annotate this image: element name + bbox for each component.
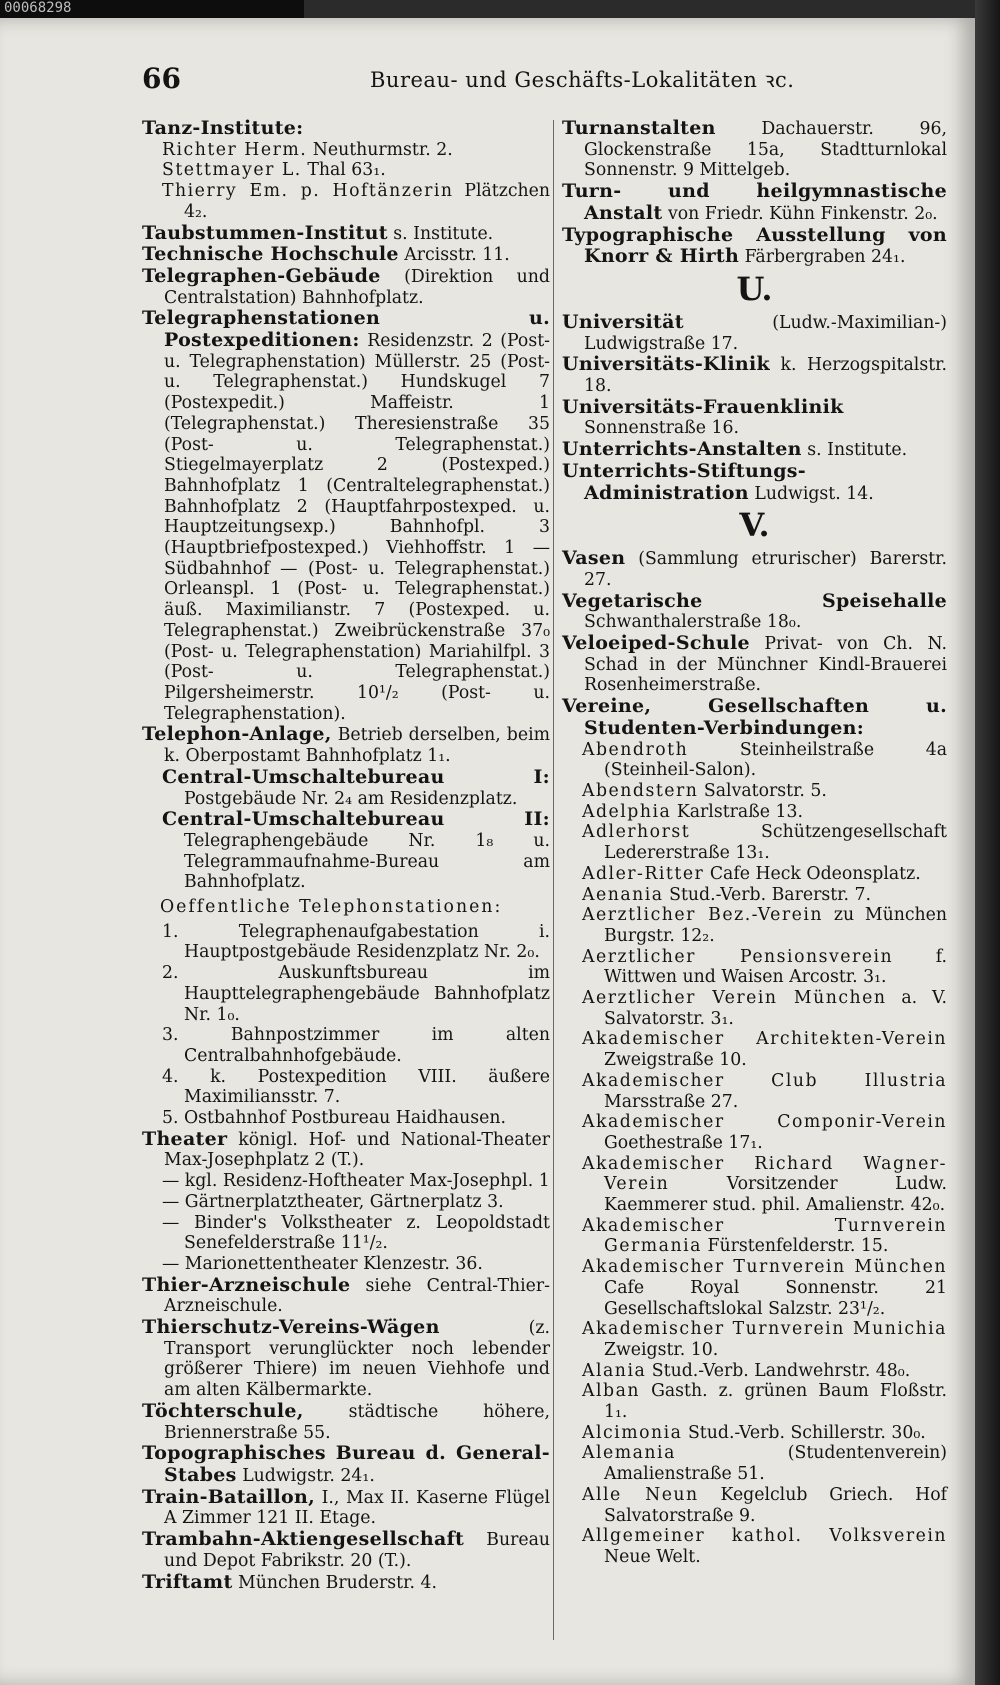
entry-text: Telegraphengebäude Nr. 1₈ u. Telegrammaufnahme-Bureau am Bahnhofplatz. (184, 830, 550, 893)
entry-text: 4. k. Postexpedition VIII. äußere Maximiliansstr. 7. (162, 1066, 550, 1108)
entry-name: Akademischer Richard Wagner-Verein (582, 1153, 947, 1195)
entry-heading: Unterrichts-Stiftungs-Administration (562, 459, 806, 504)
directory-entry (582, 1216, 947, 1257)
directory-entry (162, 922, 550, 963)
entry-text: Vorsitzender Ludw. Kaemmerer stud. phil. Amalienstr. 42₀. (604, 1174, 948, 1216)
directory-entry (562, 548, 947, 590)
entry-text: Färbergraben 24₁. (744, 247, 906, 268)
directory-entry (162, 181, 550, 222)
entry-text: Arcisstr. 11. (404, 245, 510, 266)
entry-text: Zweigstraße 10. (604, 1050, 747, 1071)
section-letter: V. (739, 506, 770, 545)
directory-entry (162, 1171, 550, 1192)
directory-entry (142, 308, 550, 724)
entry-name: Allgemeiner kathol. Volksverein (582, 1526, 947, 1547)
entry-text: siehe Central-Thier-Arzneischule. (164, 1275, 550, 1317)
directory-entry (142, 1317, 550, 1401)
left-column (142, 118, 550, 1593)
entry-text: Goethestraße 17₁. (604, 1132, 763, 1153)
entry-name: Alban (582, 1381, 641, 1402)
directory-entry (142, 724, 550, 766)
directory-entry (582, 885, 947, 906)
directory-entry (562, 461, 947, 504)
entry-text: Marsstraße 27. (604, 1091, 739, 1112)
directory-entry (142, 1401, 550, 1443)
entry-text: Thal 63₁. (307, 160, 386, 181)
directory-entry (142, 1529, 550, 1571)
entry-text: k. Herzogspitalstr. 18. (584, 355, 947, 397)
entry-heading: Telegraphenstationen u. Postexpeditionen: (142, 307, 550, 352)
directory-entry (162, 1254, 550, 1275)
entry-text: Ludwigst. 14. (754, 483, 874, 504)
entry-heading: Typographische Ausstellung von Knorr & Hirth (562, 223, 947, 268)
directory-entry (582, 864, 947, 885)
directory-entry (562, 633, 947, 696)
entry-heading: Vasen (562, 547, 626, 570)
entry-text: Cafe Royal Sonnenstr. 21 Gesellschaftslokal Salzstr. 23¹/₂. (604, 1277, 947, 1319)
entry-text: a. V. Salvatorstr. 3₁. (604, 988, 947, 1029)
entry-name: Richter Herm. (162, 139, 308, 160)
directory-entry (142, 266, 550, 308)
entry-name: Alcimonia (582, 1422, 683, 1443)
entry-text: Karlstraße 13. (676, 801, 803, 822)
entry-heading: Thierschutz-Vereins-Wägen (142, 1316, 440, 1339)
entry-heading: Turnanstalten (562, 117, 716, 139)
entry-heading: Technische Hochschule (142, 243, 399, 266)
entry-text: — kgl. Residenz-Hoftheater Max-Josephpl. 1 (162, 1171, 550, 1192)
entry-name: Adelphia (582, 801, 672, 822)
entry-text: (Sammlung etrurischer) Barerstr. 27. (584, 549, 947, 590)
entry-heading: Theater (142, 1127, 228, 1150)
entry-name: Abendroth (582, 739, 689, 760)
entry-text: zu München Burgstr. 12₂. (604, 905, 947, 946)
directory-entry (582, 1154, 947, 1216)
directory-entry (162, 809, 550, 893)
entry-name: Adler-Ritter (582, 863, 705, 884)
entry-text: 3. Bahnpostzimmer im alten Centralbahnhofgebäude. (162, 1025, 550, 1066)
entry-name: Akademischer Club Illustria (582, 1070, 947, 1091)
entry-text: Plätzchen 4₂. (184, 181, 550, 222)
entry-text: Zweigstr. 10. (604, 1339, 719, 1360)
entry-text: Neue Welt. (604, 1547, 701, 1567)
entry-heading: Triftamt (142, 1570, 233, 1593)
entry-heading: Telegraphen-Gebäude (142, 264, 381, 287)
subsection-heading: Oeffentliche Telephonstationen: (160, 897, 503, 918)
entry-heading: Veloeiped-Schule (562, 632, 750, 655)
scan-id-stamp: 00068298 (0, 0, 304, 20)
entry-name: Aenania (582, 884, 664, 905)
directory-entry (142, 223, 550, 245)
entry-name: Akademischer Turnverein Germania (582, 1215, 947, 1257)
entry-name: Akademischer Componir-Verein (582, 1112, 947, 1133)
entry-heading: Central-Umschaltebureau I: (162, 765, 550, 788)
entry-text: f. Wittwen und Waisen Arcostr. 3₁. (604, 946, 947, 988)
entry-name: Adlerhorst (582, 822, 691, 843)
directory-entry (562, 118, 947, 181)
entry-text: Kegelclub Griech. Hof Salvatorstraße 9. (604, 1484, 947, 1526)
page-edge (975, 0, 1000, 1685)
directory-entry (562, 439, 947, 461)
entry-heading: Central-Umschaltebureau II: (162, 808, 550, 831)
directory-entry (162, 140, 550, 161)
entry-name: Aerztlicher Pensionsverein (582, 946, 894, 967)
column-divider (553, 120, 554, 1640)
directory-entry (582, 1257, 947, 1319)
entry-heading: Universitäts-Frauenklinik (562, 395, 844, 418)
entry-text: (Direktion und Centralstation) Bahnhofplatz. (164, 266, 550, 308)
right-column (562, 118, 947, 1568)
entry-text: Stud.-Verb. Landwehrstr. 48₀. (651, 1360, 911, 1381)
entry-text: städtische höhere, Briennerstraße 55. (164, 1401, 551, 1443)
entry-heading: Universität (562, 310, 684, 333)
directory-entry (562, 591, 947, 633)
entry-text: Stud.-Verb. Barerstr. 7. (669, 884, 871, 905)
directory-entry (162, 1192, 550, 1213)
entry-name: Aerztlicher Verein München (582, 988, 887, 1009)
directory-entry (142, 1572, 550, 1594)
entry-text: München Bruderstr. 4. (238, 1572, 437, 1593)
directory-entry (582, 781, 947, 802)
entry-text: Residenzstr. 2 (Post- u. Telegraphenstation) Müllerstr. 25 (Post- u. Telegraphenstat.) Hundskugel 7 (Postexpedit.) Maffeistr. 1 (Telegraphenstat.) Theresienstraße 35 (Post- u. Telegraphenstat.) Stiegelmayerplatz 2 (Postexped.) Bahnhofplatz 1 (Centraltelegraphenstat.) Bahnhofplatz 2 (Hauptfahrpostexped. u. Hauptzeitungsexp.) Bahnhofpl. 3 (Hauptbriefpostexped.) Viehhoffstr. 1 — Südbahnhof — (Post- u. Telegraphenstat.) Orleanspl. 1 (Post- u. Telegraphenstat.) äuß. Maximilianstr. 7 (Postexped. u. Telegraphenstat.) Zweibrückenstraße 37₀ (Post- u. Telegraphenstation) Mariahilfpl. 3 (Post- u. Telegraphenstat.) Pilgersheimerstr. 10¹/₂ (Post- u. Telegraphenstation). (164, 331, 550, 724)
entry-heading: Töchterschule, (142, 1399, 304, 1422)
section-letter: U. (736, 269, 773, 308)
directory-entry (582, 1423, 947, 1444)
directory-entry (142, 1275, 550, 1317)
directory-entry (582, 1071, 947, 1112)
entry-heading: Vereine, Gesellschaften u. Studenten-Verbindungen: (562, 695, 947, 739)
entry-heading: Turn- und heilgymnastische Anstalt (562, 180, 947, 224)
directory-entry (562, 354, 947, 396)
entry-text: Gasth. z. grünen Baum Floßstr. 1₁. (604, 1381, 947, 1423)
directory-entry (582, 1112, 947, 1153)
entry-heading: Train-Bataillon, (142, 1485, 316, 1508)
entry-heading: Telephon-Anlage, (142, 723, 332, 746)
entry-text: — Marionettentheater Klenzestr. 36. (162, 1253, 483, 1274)
directory-entry (142, 1443, 550, 1486)
entry-heading: Unterrichts-Anstalten (562, 438, 802, 461)
directory-entry (562, 312, 947, 354)
directory-entry (582, 1526, 947, 1567)
entry-name: Thierry Em. p. Hoftänzerin (162, 181, 454, 202)
directory-entry (582, 802, 947, 823)
directory-entry (162, 1025, 550, 1066)
entry-name: Abendstern (582, 780, 699, 801)
entry-text: Steinheilstraße 4a (Steinheil-Salon). (604, 739, 947, 781)
directory-entry (162, 767, 550, 809)
entry-text: Cafe Heck Odeonsplatz. (709, 863, 921, 884)
page-header (142, 62, 952, 102)
page-number: 66 (142, 62, 181, 95)
entry-text: Ludwigstr. 24₁. (242, 1466, 375, 1486)
entry-text: Privat- von Ch. N. Schad in der Münchner Kindl-Brauerei Rosenheimerstraße. (584, 634, 947, 696)
entry-name: Alania (582, 1360, 647, 1381)
entry-text: Dachauerstr. 96, Glockenstraße 15a, Stadtturnlokal Sonnenstr. 9 Mittelgeb. (584, 119, 947, 181)
directory-entry (162, 1067, 550, 1108)
entry-heading: Tanz-Institute: (142, 117, 304, 139)
entry-heading: Vegetarische Speisehalle (562, 589, 947, 612)
entry-text: Schwanthalerstraße 18₀. (584, 612, 802, 633)
directory-entry (562, 181, 947, 224)
directory-entry (562, 696, 947, 739)
entry-text: — Binder's Volkstheater z. Leopoldstadt Senefelderstraße 11¹/₂. (162, 1212, 550, 1254)
entry-heading: Topographisches Bureau d. General-Stabes (142, 1442, 550, 1486)
directory-entry (582, 1319, 947, 1360)
entry-heading: Taubstummen-Institut (142, 221, 388, 244)
entry-text: (Studentenverein) Amalienstraße 51. (604, 1443, 947, 1485)
directory-entry (162, 1108, 550, 1129)
book-page (0, 18, 975, 1685)
entry-text: Sonnenstraße 16. (584, 418, 739, 439)
entry-heading: Thier-Arzneischule (142, 1273, 351, 1296)
entry-text: Betrieb derselben, beim k. Oberpostamt Bahnhofplatz 1₁. (164, 725, 550, 767)
entry-name: Aerztlicher Bez.-Verein (582, 905, 824, 926)
entry-text: königl. Hof- und National-Theater Max-Josephplatz 2 (T.). (164, 1129, 550, 1171)
entry-text: I., Max II. Kaserne Flügel A Zimmer 121 II. Etage. (164, 1487, 550, 1529)
directory-entry (142, 1129, 550, 1171)
directory-entry (582, 822, 947, 863)
entry-text: (z. Transport verunglückter noch lebender größerer Thiere) im neuen Viehhofe und am alten Kälbermarkte. (164, 1318, 550, 1401)
entry-text: (Ludw.-Maximilian-) Ludwigstraße 17. (584, 312, 947, 354)
entry-text: 5. Ostbahnhof Postbureau Haidhausen. (162, 1108, 507, 1129)
entry-text: s. Institute. (807, 440, 908, 461)
directory-entry (142, 118, 550, 140)
directory-entry (582, 1029, 947, 1070)
directory-entry (582, 1381, 947, 1422)
entry-text: von Friedr. Kühn Finkenstr. 2₀. (667, 203, 938, 224)
entry-text: Stud.-Verb. Schillerstr. 30₀. (687, 1422, 926, 1443)
entry-text: Salvatorstr. 5. (703, 780, 827, 801)
directory-entry (582, 947, 947, 988)
entry-name: Akademischer Architekten-Verein (582, 1029, 947, 1050)
directory-entry (562, 225, 947, 268)
entry-text: Bureau und Depot Fabrikstr. 20 (T.). (164, 1530, 550, 1571)
entry-text: Neuthurmstr. 2. (312, 139, 453, 160)
entry-text: Fürstenfelderstr. 15. (707, 1236, 889, 1257)
running-head: Bureau- und Geschäfts-Lokalitäten ꝛc. (370, 68, 795, 92)
directory-entry (582, 1361, 947, 1382)
directory-entry (162, 1213, 550, 1254)
directory-entry (162, 963, 550, 1025)
entry-name: Stettmayer L. (162, 160, 302, 181)
directory-entry (582, 988, 947, 1029)
entry-text: Postgebäude Nr. 2₄ am Residenzplatz. (184, 788, 518, 809)
directory-entry (562, 397, 947, 439)
directory-entry (582, 1443, 947, 1484)
directory-entry (142, 1487, 550, 1529)
entry-heading: Universitäts-Klinik (562, 353, 770, 376)
directory-entry (582, 905, 947, 946)
entry-text: 2. Auskunftsbureau im Haupttelegraphengebäude Bahnhofplatz Nr. 1₀. (162, 963, 550, 1025)
directory-entry (162, 160, 550, 181)
directory-entry (582, 740, 947, 781)
entry-name: Alemania (582, 1443, 676, 1464)
entry-name: Akademischer Turnverein München (582, 1257, 947, 1278)
entry-name: Alle Neun (582, 1484, 699, 1505)
entry-text: s. Institute. (393, 223, 494, 244)
entry-text: — Gärtnerplatztheater, Gärtnerplatz 3. (162, 1191, 504, 1212)
entry-text: Schützengesellschaft Ledererstraße 13₁. (604, 822, 947, 864)
entry-name: Akademischer Turnverein Munichia (582, 1319, 947, 1340)
directory-entry (582, 1485, 947, 1526)
entry-text: 1. Telegraphenaufgabestation i. Hauptpostgebäude Residenzplatz Nr. 2₀. (162, 921, 550, 963)
directory-entry (142, 244, 550, 266)
entry-heading: Trambahn-Aktiengesellschaft (142, 1528, 465, 1551)
